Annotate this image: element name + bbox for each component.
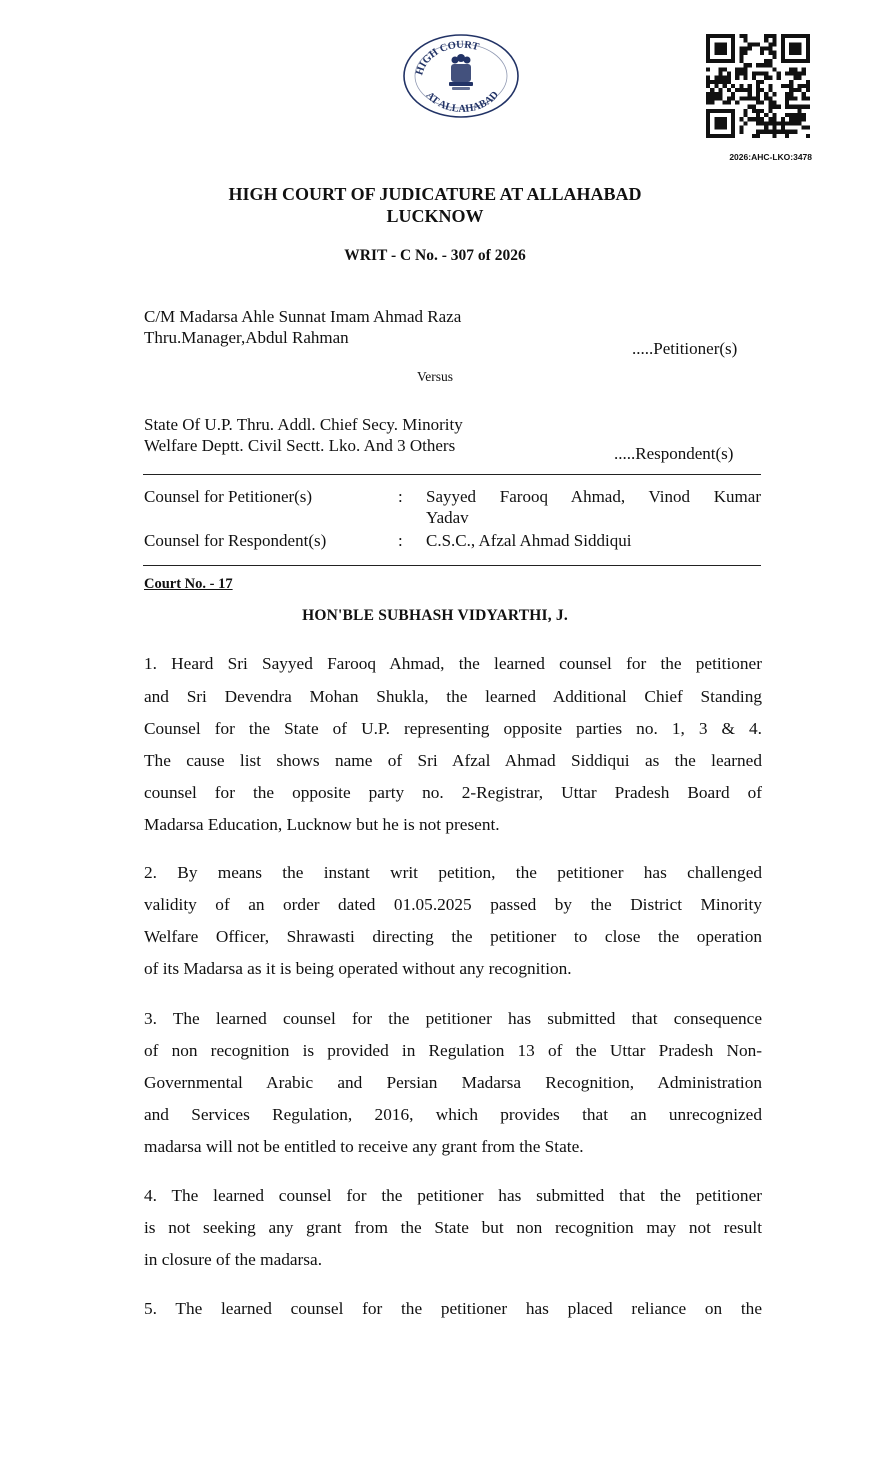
court-title: HIGH COURT OF JUDICATURE AT ALLAHABAD xyxy=(228,184,642,204)
paragraph-line: and Sri Devendra Mohan Shukla, the learned Additional Chief Standing xyxy=(144,687,762,706)
counsel-petitioner-value-continued: Yadav xyxy=(426,508,469,527)
counsel-respondent-label: Counsel for Respondent(s) xyxy=(144,531,327,550)
high-court-seal-logo xyxy=(400,30,522,120)
respondent-role: .....Respondent(s) xyxy=(614,444,734,463)
paragraph-line: Counsel for the State of U.P. representing opposite parties no. 1, 3 & 4. xyxy=(144,719,762,738)
divider-top xyxy=(143,474,761,475)
paragraph-line: Governmental Arabic and Persian Madarsa Recognition, Administration xyxy=(144,1073,762,1092)
qr-code-icon xyxy=(706,32,810,140)
judge-name: HON'BLE SUBHASH VIDYARTHI, J. xyxy=(302,607,568,624)
paragraph-line: of non recognition is provided in Regulation 13 of the Uttar Pradesh Non- xyxy=(144,1041,762,1060)
paragraph-line: and Services Regulation, 2016, which provides that an unrecognized xyxy=(144,1105,762,1124)
paragraph-line: 1. Heard Sri Sayyed Farooq Ahmad, the learned counsel for the petitioner xyxy=(144,654,762,673)
qr-code-caption: 2026:AHC-LKO:3478 xyxy=(729,152,812,162)
counsel-separator: : xyxy=(398,531,403,550)
paragraph-line: is not seeking any grant from the State but non recognition may not result xyxy=(144,1218,762,1237)
paragraph-line: Welfare Officer, Shrawasti directing the petitioner to close the operation xyxy=(144,927,762,946)
seal-bottom-text: AT ALLAHABAD xyxy=(423,89,502,115)
paragraph-line: of its Madarsa as it is being operated without any recognition. xyxy=(144,959,572,978)
paragraph-line: The cause list shows name of Sri Afzal Ahmad Siddiqui as the learned xyxy=(144,751,762,770)
divider-bottom xyxy=(143,565,761,566)
paragraph-line: Madarsa Education, Lucknow but he is not present. xyxy=(144,815,500,834)
court-number: Court No. - 17 xyxy=(144,576,233,592)
paragraph-line: madarsa will not be entitled to receive any grant from the State. xyxy=(144,1137,584,1156)
paragraph-line: 4. The learned counsel for the petitioner has submitted that the petitioner xyxy=(144,1186,762,1205)
paragraph-line: 3. The learned counsel for the petitioner has submitted that consequence xyxy=(144,1009,762,1028)
respondent-department: Welfare Deptt. Civil Sectt. Lko. And 3 Others xyxy=(144,436,456,455)
petitioner-role: .....Petitioner(s) xyxy=(632,339,738,358)
paragraph-line: in closure of the madarsa. xyxy=(144,1250,323,1269)
paragraph-line: 5. The learned counsel for the petitioner has placed reliance on the xyxy=(144,1299,762,1318)
paragraph-line: 2. By means the instant writ petition, the petitioner has challenged xyxy=(144,863,762,882)
paragraph-line: counsel for the opposite party no. 2-Registrar, Uttar Pradesh Board of xyxy=(144,783,762,802)
counsel-respondent-value: C.S.C., Afzal Ahmad Siddiqui xyxy=(426,531,632,550)
versus-label: Versus xyxy=(417,369,453,384)
counsel-petitioner-value: Sayyed Farooq Ahmad, Vinod Kumar xyxy=(426,487,761,506)
court-location: LUCKNOW xyxy=(386,206,484,226)
emblem-icon xyxy=(449,54,473,90)
respondent-name: State Of U.P. Thru. Addl. Chief Secy. Minority xyxy=(144,415,463,434)
counsel-separator: : xyxy=(398,487,403,506)
petitioner-manager: Thru.Manager,Abdul Rahman xyxy=(144,328,349,347)
petitioner-name: C/M Madarsa Ahle Sunnat Imam Ahmad Raza xyxy=(144,307,462,326)
counsel-petitioner-label: Counsel for Petitioner(s) xyxy=(144,487,313,506)
seal-top-text: HIGH COURT xyxy=(414,39,481,77)
paragraph-line: validity of an order dated 01.05.2025 passed by the District Minority xyxy=(144,895,762,914)
writ-number: WRIT - C No. - 307 of 2026 xyxy=(344,247,526,264)
